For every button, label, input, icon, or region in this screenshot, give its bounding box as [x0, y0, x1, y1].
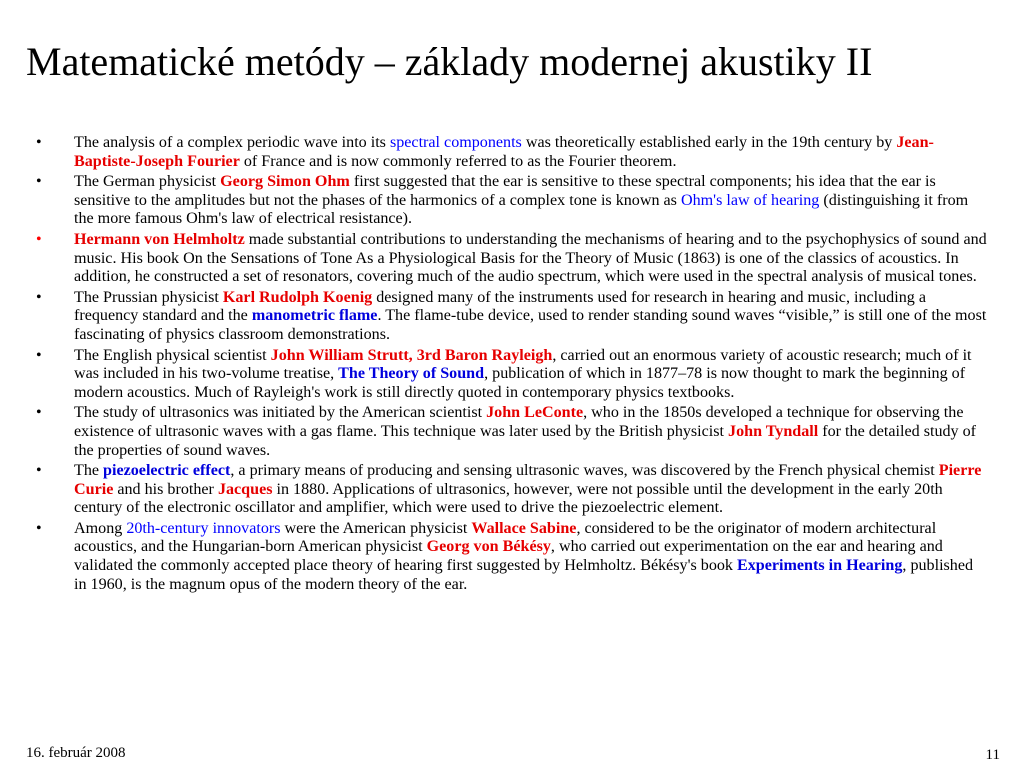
highlighted-term: manometric flame [251, 307, 378, 325]
bullet-text: , publication of which in 1877–78 is now thought to mark the beginning of modern acoustics. Much of Rayleigh's work is still directly quoted in contemporary physics textbooks. [74, 365, 966, 401]
bullet-item [0, 462, 1024, 518]
bullet-item [0, 134, 1024, 171]
hyperlink[interactable]: 20th-century innovators [126, 519, 281, 537]
highlighted-name: Pierre Curie [74, 462, 982, 498]
highlighted-name: Jean-Baptiste-Joseph Fourier [74, 134, 934, 170]
bullet-marker: • [36, 230, 42, 248]
bullet-text: designed many of the instruments used for research in hearing and music, including a frequency standard and the [74, 288, 926, 325]
bullet-text: . The flame-tube device, used to render standing sound waves “visible,” is still one of the most fascinating of physics classroom demonstrations. [74, 307, 987, 343]
highlighted-name: John Tyndall [728, 422, 819, 440]
highlighted-name: Hermann von Helmholtz [74, 230, 245, 248]
bullet-marker: • [36, 404, 42, 422]
bullet-text: , who in the 1850s developed a technique for observing the existence of ultrasonic waves with a gas flame. This technique was later used by the British physicist [74, 404, 964, 440]
bullet-item [0, 404, 1024, 460]
highlighted-name: Georg von Békésy [426, 538, 551, 556]
highlighted-name: Karl Rudolph Koenig [222, 288, 373, 306]
bullet-text: , who carried out experimentation on the ear and hearing and validated the commonly accepted place theory of hearing first suggested by Helmholtz. Békésy's book [74, 538, 943, 575]
bullet-item [0, 347, 1024, 403]
bullet-text: was theoretically established early in the 19th century by [521, 134, 897, 151]
bullet-text: The German physicist [74, 173, 221, 191]
bullet-marker: • [36, 462, 42, 480]
bullet-text: The analysis of a complex periodic wave into its [74, 134, 390, 151]
bullet-text: The Prussian physicist [74, 288, 223, 306]
bullet-text: were the American physicist [280, 519, 472, 537]
highlighted-name: John William Strutt, 3rd Baron Rayleigh [270, 346, 553, 364]
highlighted-term: The Theory of Sound [338, 365, 485, 383]
hyperlink[interactable]: Ohm's law of hearing [680, 191, 820, 209]
bullet-text: for the detailed study of the properties of sound waves. [74, 422, 977, 459]
bullet-text: in 1880. Applications of ultrasonics, however, were not possible until the development in the early 20th century of the electronic oscillator and amplifier, which were used to drive the piezoelectric element. [74, 480, 943, 517]
bullet-text: , carried out an enormous variety of acoustic research; much of it was included in his two-volume treatise, [74, 346, 972, 383]
bullet-marker: • [36, 288, 42, 306]
bullet-text: Among [74, 519, 127, 537]
bullet-item [0, 520, 1024, 594]
bullet-item [0, 289, 1024, 345]
page-number: 11 [985, 747, 1000, 763]
bullet-marker: • [36, 519, 42, 537]
bullet-marker: • [36, 346, 42, 364]
bullet-text: made substantial contributions to understanding the mechanisms of hearing and to the psychophysics of sound and music. His book On the Sensations of Tone As a Physiological Basis for the Theory of Music (1863) is one of the classics of acoustics. In addition, he constructed a set of resonators, covering much of the audio spectrum, which were used in the spectral analysis of musical tones. [74, 230, 987, 286]
slide-title: Matematické metódy – základy modernej akustiky II [26, 39, 873, 84]
bullet-marker: • [36, 134, 42, 151]
bullet-list [0, 134, 1024, 596]
bullet-marker: • [36, 173, 42, 191]
bullet-text: The English physical scientist [74, 346, 271, 364]
highlighted-name: John LeConte [486, 404, 584, 422]
bullet-text: , considered to be the originator of modern architectural acoustics, and the Hungarian-born American physicist [74, 519, 937, 556]
bullet-text: first suggested that the ear is sensitive to these spectral components; his idea that the ear is sensitive to the amplitudes but not the phases of the harmonics of a complex tone is known as [74, 173, 936, 209]
bullet-text: and his brother [113, 480, 218, 498]
bullet-item [0, 173, 1024, 229]
footer-date: 16. február 2008 [26, 745, 126, 761]
bullet-text: , published in 1960, is the magnum opus of the modern theory of the ear. [74, 557, 974, 593]
bullet-text: The [74, 462, 104, 480]
highlighted-term: piezoelectric effect [103, 462, 231, 480]
hyperlink[interactable]: spectral components [389, 134, 522, 151]
highlighted-term: Experiments in Hearing [737, 557, 903, 575]
bullet-item [0, 231, 1024, 287]
bullet-text: , a primary means of producing and sensing ultrasonic waves, was discovered by the French physical chemist [230, 462, 939, 480]
bullet-text: of France and is now commonly referred to as the Fourier theorem. [239, 152, 677, 170]
bullet-text: (distinguishing it from the more famous Ohm's law of electrical resistance). [74, 191, 969, 228]
highlighted-name: Georg Simon Ohm [220, 173, 350, 191]
highlighted-name: Wallace Sabine [471, 519, 577, 537]
highlighted-name: Jacques [217, 480, 273, 498]
bullet-text: The study of ultrasonics was initiated by the American scientist [74, 404, 487, 422]
